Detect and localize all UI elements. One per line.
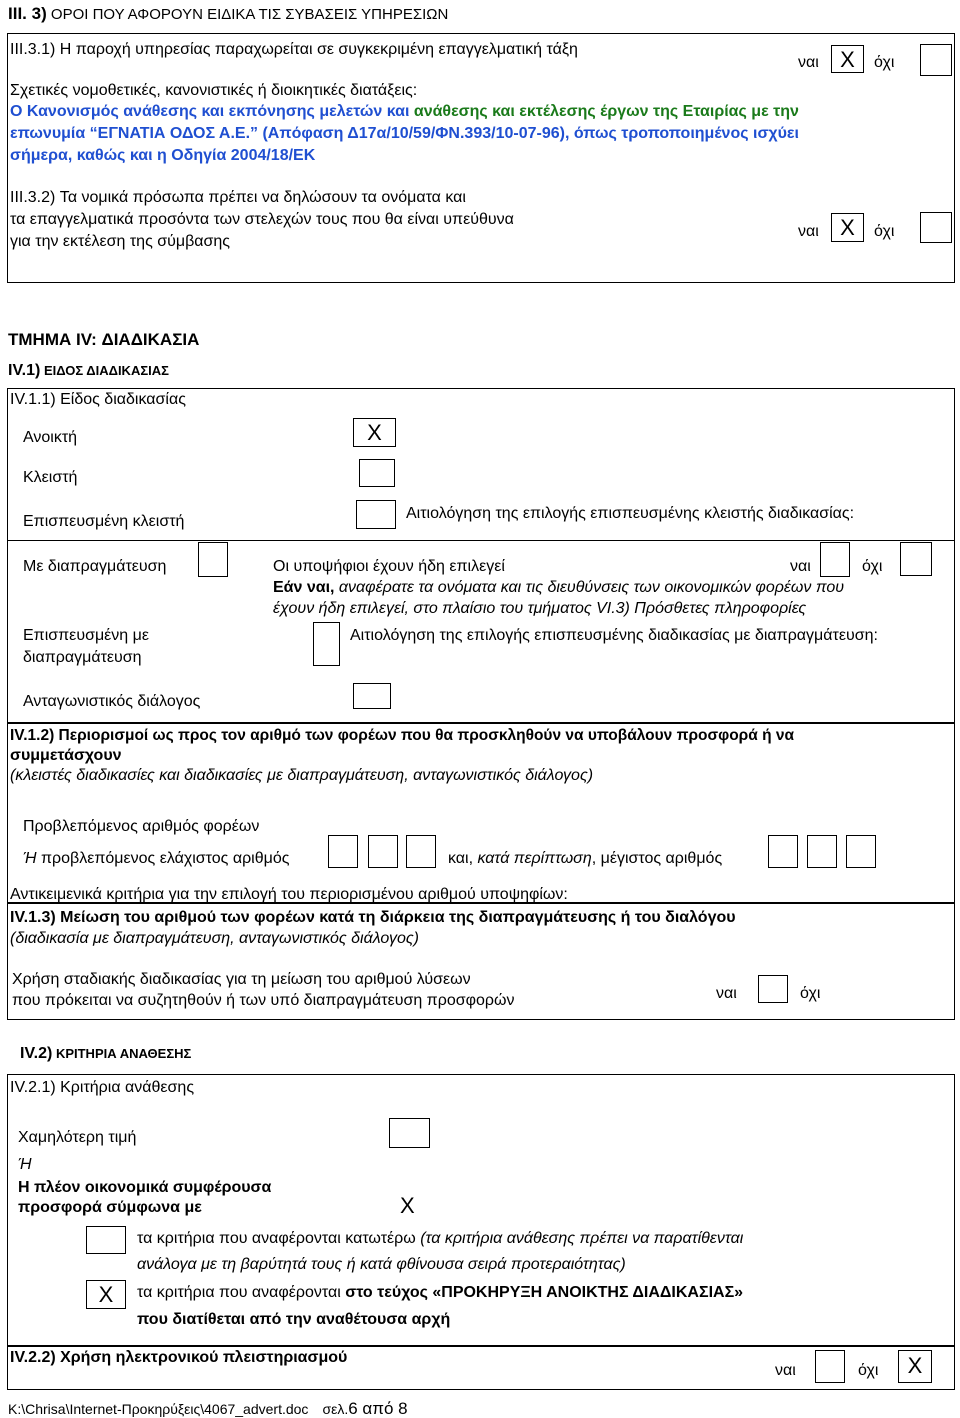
provisions-label: Σχετικές νομοθετικές, κανονιστικές ή διοικητικές διατάξεις:	[10, 82, 418, 99]
envisaged-number-label: Προβλεπόμενος αριθμός φορέων	[23, 818, 260, 835]
q-iii32-line-1: III.3.2) Τα νομικά πρόσωπα πρέπει να δηλώσουν τα ονόματα και	[10, 189, 466, 206]
section-heading-iii3	[8, 3, 448, 25]
provisions-line-3: σήμερα, καθώς και η Οδηγία 2004/18/ΕΚ	[10, 147, 316, 164]
open-checkbox[interactable]: X	[353, 418, 396, 447]
q-iii31-label: III.3.1) Η παροχή υπηρεσίας παραχωρείται σε συγκεκριμένη επαγγελματική τάξη	[10, 41, 578, 58]
q-iii31-no-label: όχι	[874, 54, 895, 71]
footer-path: K:\Chrisa\Internet-Προκηρύξεις\4067_advert.doc	[8, 1401, 309, 1417]
q-iii32-yes-label: ναι	[798, 223, 819, 240]
competitive-dialogue-label: Ανταγωνιστικός διάλογος	[23, 693, 201, 710]
section-title-iv: ΤΜΗΜΑ IV: ΔΙΑΔΙΚΑΣΙΑ	[8, 330, 200, 349]
footer-page-prefix: σελ.	[322, 1401, 349, 1417]
criteria-doc-checkbox[interactable]: X	[86, 1280, 126, 1309]
iv1-text: ΕΙΔΟΣ ΔΙΑΔΙΚΑΣΙΑΣ	[40, 363, 169, 378]
maximum-case: κατά περίπτωση	[477, 850, 592, 867]
already-yes-checkbox[interactable]	[820, 542, 850, 577]
staged-yes-checkbox[interactable]	[758, 975, 788, 1003]
q-iii31-yes-label: ναι	[798, 54, 819, 71]
auction-yes-label: ναι	[775, 1362, 796, 1379]
restricted-checkbox[interactable]	[359, 459, 395, 487]
max-digit-3[interactable]	[846, 835, 876, 868]
accelerated-restricted-checkbox[interactable]	[356, 500, 396, 529]
auction-no-checkbox[interactable]: X	[898, 1350, 932, 1383]
maximum-number-label	[448, 849, 722, 869]
criteria-doc-text: τα κριτήρια που αναφέρονται	[137, 1284, 346, 1301]
provisions-line-2: επωνυμία “ΕΓΝΑΤΙΑ ΟΔΟΣ Α.Ε.” (Απόφαση Δ17α/10/59/ΦΝ.393/10-07-96), όπως τροποποιημένος ισχύει	[10, 125, 799, 142]
if-yes-line-2: έχουν ήδη επιλεγεί, στο πλαίσιο του τμήματος VI.3) Πρόσθετες πληροφορίες	[273, 600, 807, 617]
iv12-line-3: (κλειστές διαδικασίες και διαδικασίες με διαπραγμάτευση, ανταγωνιστικός διάλογος)	[10, 767, 594, 784]
competitive-dialogue-checkbox[interactable]	[353, 683, 391, 709]
iv2-text: ΚΡΙΤΗΡΙΑ ΑΝΑΘΕΣΗΣ	[52, 1046, 192, 1061]
criteria-below-text: τα κριτήρια που αναφέρονται κατωτέρω	[137, 1230, 421, 1247]
criteria-doc-line-1	[137, 1283, 743, 1303]
lowest-price-checkbox[interactable]	[389, 1118, 430, 1148]
iv12-line-1: IV.1.2) Περιορισμοί ως προς τον αριθμό των φορέων που θα προσκληθούν να υποβάλουν προσφορά ή να	[10, 727, 795, 744]
accelerated-negotiated-line-1: Επισπευσμένη με	[23, 627, 149, 644]
meat-line-2: προσφορά σύμφωνα με	[18, 1199, 202, 1216]
criteria-below-note: (τα κριτήρια ανάθεσης πρέπει να παρατίθενται	[420, 1230, 744, 1247]
heading-number: III. 3)	[8, 4, 47, 23]
iv12-line-2: συμμετάσχουν	[10, 747, 122, 764]
open-label: Ανοικτή	[23, 429, 78, 446]
already-selected-label: Οι υποψήφιοι έχουν ήδη επιλεγεί	[273, 558, 505, 575]
staged-no-label: όχι	[800, 985, 821, 1002]
auction-yes-checkbox[interactable]	[815, 1350, 845, 1383]
iv13-line-1: IV.1.3) Μείωση του αριθμού των φορέων κατά τη διάρκεια της διαπραγμάτευσης ή του διαλόγου	[10, 909, 736, 926]
footer-page-number: 6 από 8	[348, 1399, 408, 1418]
minimum-or: Ή	[23, 850, 37, 867]
minimum-number-label	[23, 849, 289, 869]
criteria-doc-line-2: που διατίθεται από την αναθέτουσα αρχή	[137, 1311, 451, 1328]
q-iii31-yes-checkbox[interactable]: X	[831, 45, 864, 73]
auction-no-label: όχι	[858, 1362, 879, 1379]
heading-text: ΟΡΟΙ ΠΟΥ ΑΦΟΡΟΥΝ ΕΙΔΙΚΑ ΤΙΣ ΣΥΒΑΣΕΙΣ ΥΠΗΡΕΣΙΩΝ	[46, 6, 449, 23]
q-iii32-no-checkbox[interactable]	[920, 212, 952, 243]
meat-line-1: Η πλέον οικονομικά συμφέρουσα	[18, 1179, 272, 1196]
iv11-divider	[8, 540, 954, 541]
iv22-heading: IV.2.2) Χρήση ηλεκτρονικού πλειστηριασμού	[10, 1349, 348, 1366]
maximum-and: και,	[448, 850, 478, 867]
negotiated-checkbox[interactable]	[198, 542, 228, 577]
iv11-box	[7, 388, 955, 723]
iv2-number: IV.2)	[20, 1045, 53, 1062]
criteria-doc-ref: στο τεύχος «ΠΡΟΚΗΡΥΞΗ ΑΝΟΙΚΤΗΣ ΔΙΑΔΙΚΑΣΙΑΣ»	[345, 1284, 744, 1301]
staged-line-2: που πρόκειται να συζητηθούν ή των υπό διαπραγμάτευση προσφορών	[12, 992, 515, 1009]
subsection-iv1	[8, 361, 169, 381]
criteria-below-line-2: ανάλογα με τη βαρύτητά τους ή κατά φθίνουσα σειρά προτεραιότητας)	[137, 1256, 626, 1273]
if-yes-prefix: Εάν ναι,	[273, 579, 335, 596]
criteria-limit-label: Αντικειμενικά κριτήρια για την επιλογή του περιορισμένου αριθμού υποψηφίων:	[10, 886, 568, 903]
iv21-heading: IV.2.1) Κριτήρια ανάθεσης	[10, 1079, 195, 1096]
q-iii32-line-3: για την εκτέλεση της σύμβασης	[10, 233, 231, 250]
restricted-label: Κλειστή	[23, 469, 78, 486]
meat-mark[interactable]: X	[400, 1193, 415, 1218]
footer	[8, 1398, 408, 1418]
staged-yes-label: ναι	[716, 985, 737, 1002]
accelerated-negotiated-line-2: διαπραγμάτευση	[23, 649, 142, 666]
provisions-line-1	[10, 102, 799, 122]
iv1-number: IV.1)	[8, 362, 41, 379]
max-digit-1[interactable]	[768, 835, 798, 868]
minimum-text: προβλεπόμενος ελάχιστος αριθμός	[36, 850, 290, 867]
already-no-label: όχι	[862, 558, 883, 575]
iv13-line-2: (διαδικασία με διαπραγμάτευση, ανταγωνιστικός διάλογος)	[10, 930, 419, 947]
min-digit-3[interactable]	[406, 835, 436, 868]
subsection-iv2	[20, 1044, 191, 1064]
negotiated-label: Με διαπραγμάτευση	[23, 558, 167, 575]
already-no-checkbox[interactable]	[900, 542, 932, 576]
q-iii32-no-label: όχι	[874, 223, 895, 240]
q-iii32-line-2: τα επαγγελματικά προσόντα των στελεχών τους που θα είναι υπεύθυνα	[10, 211, 514, 228]
max-digit-2[interactable]	[807, 835, 837, 868]
provisions-line-1b: ανάθεσης και εκτέλεσης έργων της Εταιρίας με την	[413, 103, 799, 120]
accelerated-restricted-justification: Αιτιολόγηση της επιλογής επισπευσμένης κλειστής διαδικασίας:	[406, 505, 855, 522]
maximum-text: , μέγιστος αριθμός	[591, 850, 723, 867]
min-digit-1[interactable]	[328, 835, 358, 868]
accelerated-negotiated-justification: Αιτιολόγηση της επιλογής επισπευσμένης διαδικασίας με διαπραγμάτευση:	[350, 627, 878, 644]
accelerated-negotiated-checkbox[interactable]	[313, 622, 340, 666]
staged-line-1: Χρήση σταδιακής διαδικασίας για τη μείωση του αριθμού λύσεων	[12, 971, 471, 988]
accelerated-restricted-label: Επισπευσμένη κλειστή	[23, 513, 185, 530]
q-iii31-no-checkbox[interactable]	[920, 44, 952, 76]
iv11-heading: IV.1.1) Είδος διαδικασίας	[10, 391, 186, 408]
if-yes-line-1	[273, 578, 844, 598]
if-yes-text: αναφέρατε τα ονόματα και τις διευθύνσεις των οικονομικών φορέων που	[334, 579, 845, 596]
criteria-below-checkbox[interactable]	[86, 1226, 126, 1254]
lowest-price-label: Χαμηλότερη τιμή	[18, 1129, 137, 1146]
already-yes-label: ναι	[790, 558, 811, 575]
min-digit-2[interactable]	[368, 835, 398, 868]
q-iii32-yes-checkbox[interactable]: X	[831, 213, 864, 242]
provisions-line-1a: Ο Κανονισμός ανάθεσης και εκπόνησης μελετών και	[10, 103, 414, 120]
iv12-box	[7, 723, 955, 903]
criteria-below-line-1	[137, 1229, 743, 1249]
or-label: Ή	[18, 1156, 32, 1173]
